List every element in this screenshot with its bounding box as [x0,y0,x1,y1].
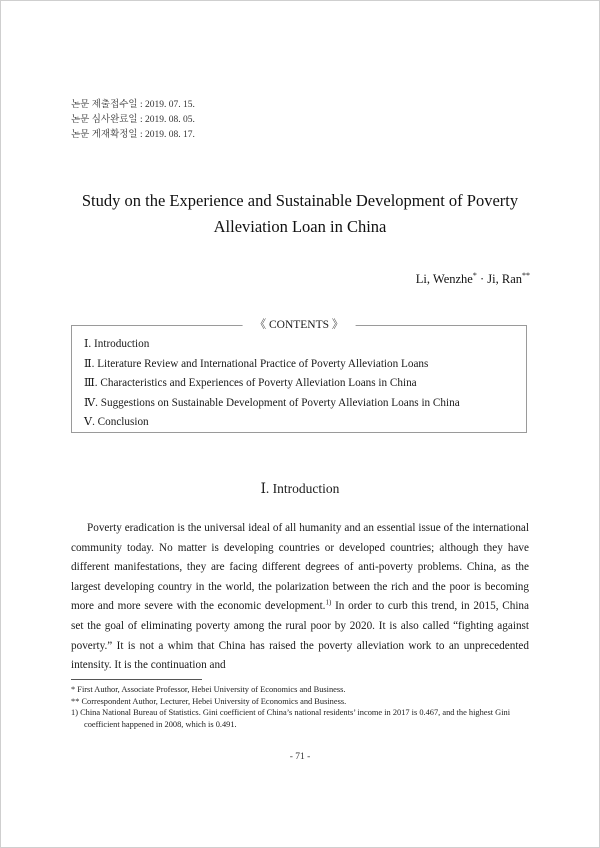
paper-title [60,188,540,240]
page-number: - 71 - [289,752,311,762]
contents-item-conclusion: Ⅴ. Conclusion [84,416,149,428]
footnote-rule [71,679,202,680]
footnote-ref-1: 1) [325,598,332,607]
author-separator: · [479,272,485,286]
date-reviewed: 논문 심사완료일 : 2019. 08. 05. [71,115,195,125]
page-border-left [0,0,1,848]
contents-item-literature-review: Ⅱ. Literature Review and International Practice of Poverty Alleviation Loans [84,357,429,370]
author-2: Ji, Ran [487,272,522,286]
author-line [416,272,530,287]
footnote-first-author: * First Author, Associate Professor, Hebei University of Economics and Business. [71,685,346,694]
author-1-mark: * [472,270,477,280]
body-paragraph [71,519,529,676]
title-line-1: Study on the Experience and Sustainable Development of Poverty [81,191,519,210]
footnote-corresponding-author: ** Correspondent Author, Lecturer, Hebei University of Economics and Business. [71,696,347,706]
date-accepted: 논문 게재확정일 : 2019. 08. 17. [71,130,195,140]
date-submitted: 논문 제출접수일 : 2019. 07. 15. [71,100,195,110]
body-text-part-1: Poverty eradication is the universal ideal of all humanity and an essential issue of the international community today. No matter is developing countries or developed countries; although they have different manifestations, they are facing different degrees of anti-poverty problems. China, as the largest developing country in the world, the polarization between the rich and the poor is becoming more and more severe with the economic development. [71,522,529,613]
title-line-2: Alleviation Loan in China [213,217,387,236]
contents-box [71,319,527,433]
footnote-1: 1) China National Bureau of Statistics. Gini coefficient of China’s national residents’ income in 2017 is 0.467, and the highest Gini coefficient happened in 2008, which is 0.491. [71,708,511,729]
contents-item-suggestions: Ⅳ. Suggestions on Sustainable Development of Poverty Alleviation Loans in China [84,396,460,409]
page-border-top [0,0,600,1]
body-text-part-2: In order to curb this trend, in 2015, China set the goal of eliminating poverty among the rural poor by 2020. It is also called “fighting against poverty.” It is not a whim that China has raised the poverty alleviation work to an unprecedented intensity. It is the continuation and [71,600,529,672]
contents-label: 《 CONTENTS 》 [243,318,356,332]
section-heading: Ⅰ. Introduction [260,481,340,496]
footnotes [71,684,529,730]
contents-item-introduction: Ⅰ. Introduction [84,338,150,350]
submission-dates [71,98,195,143]
author-1: Li, Wenzhe [415,272,473,286]
contents-list [84,335,460,433]
contents-item-characteristics: Ⅲ. Characteristics and Experiences of Poverty Alleviation Loans in China [84,377,417,389]
author-2-mark: ** [522,270,530,280]
